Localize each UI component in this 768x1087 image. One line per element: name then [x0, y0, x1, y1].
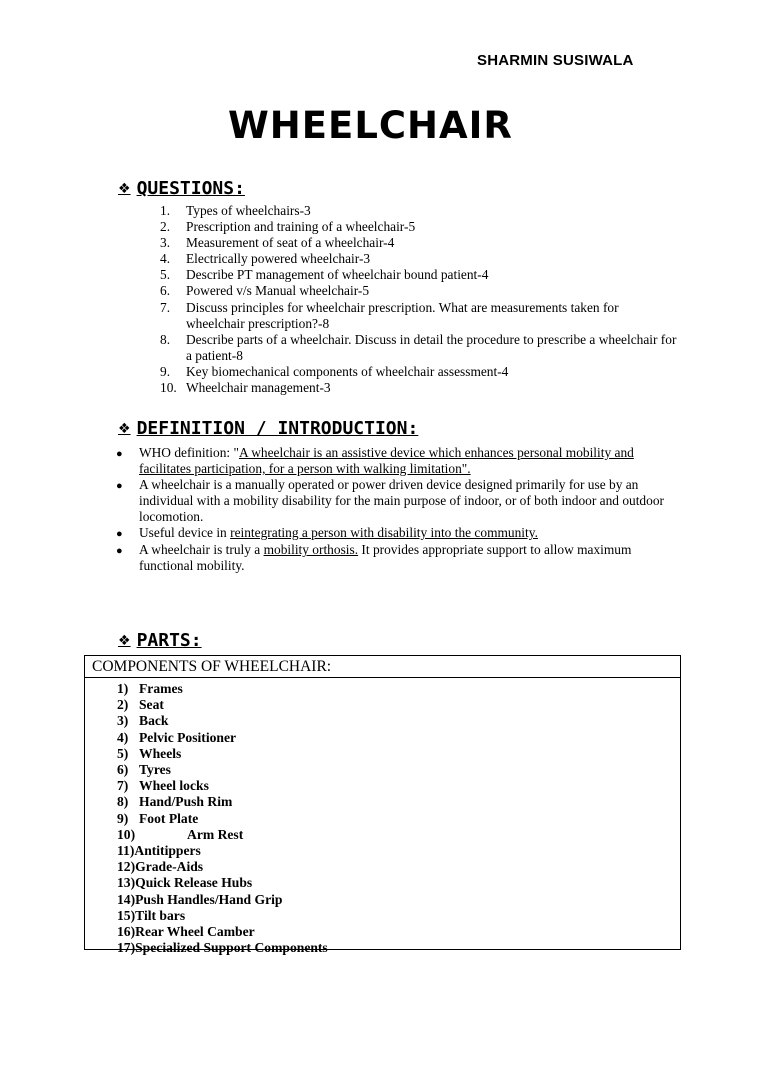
list-item-text: Key biomechanical components of wheelchair assessment-4: [186, 363, 509, 379]
list-item-text: Describe PT management of wheelchair bound patient-4: [186, 267, 489, 283]
list-item: [160, 203, 680, 219]
list-item: 12) Grade-Aids: [117, 859, 204, 875]
component-name: Wheel locks: [139, 778, 209, 794]
list-item: [160, 267, 680, 283]
list-item-number: 5.: [160, 267, 171, 283]
diamond-bullet-icon: ❖: [118, 632, 131, 649]
diamond-bullet-icon: ❖: [118, 420, 131, 437]
component-name: Foot Plate: [139, 810, 199, 826]
underlined-text: mobility orthosis.: [263, 542, 359, 557]
list-item: [160, 380, 680, 396]
diamond-bullet-icon: ❖: [118, 180, 131, 197]
list-item-number: 4.: [160, 251, 171, 267]
component-name: Hand/Push Rim: [139, 794, 233, 810]
list-item-text: Electrically powered wheelchair-3: [186, 251, 371, 267]
questions-heading-text: QUESTIONS:: [136, 178, 245, 199]
definition-list: [116, 445, 676, 574]
author-name: SHARMIN SUSIWALA: [477, 52, 634, 69]
list-item-number: 8.: [160, 331, 171, 347]
list-item: [160, 364, 680, 380]
list-item: 15) Tilt bars: [117, 907, 186, 923]
list-item-number: 6.: [160, 283, 171, 299]
list-item: 5) Wheels: [117, 745, 182, 761]
list-item-number: 9.: [160, 363, 171, 379]
list-item: 1) Frames: [117, 681, 183, 696]
components-table-header: COMPONENTS OF WHEELCHAIR:: [85, 656, 680, 678]
list-item-text: A wheelchair is a manually operated or power driven device designed primarily for use by an individual with a mobility disability for the main purpose of indoor, or of both indoor and outdoor locomotion.: [139, 477, 664, 524]
component-name: Arm Rest: [187, 826, 244, 842]
list-item: [160, 219, 680, 235]
list-item: 7) Wheel locks: [117, 778, 209, 794]
list-item: 10) Arm Rest: [117, 826, 244, 842]
component-name: Wheels: [139, 745, 182, 761]
list-item-number: 1.: [160, 203, 171, 218]
list-item: [160, 332, 680, 364]
component-name: Seat: [139, 697, 164, 713]
list-item: 17) Specialized Support Components: [117, 940, 328, 956]
list-item-text: Measurement of seat of a wheelchair-4: [186, 235, 395, 251]
list-item-number: 3.: [160, 235, 171, 251]
bullet-icon: ●: [116, 545, 123, 557]
list-item: 3) Back: [117, 713, 169, 729]
list-item-text: Useful device in reintegrating a person with disability into the community.: [139, 525, 538, 540]
list-item-text: Describe parts of a wheelchair. Discuss in detail the procedure to prescribe a wheelchair for a patient-8: [186, 331, 677, 363]
list-item: 13) Quick Release Hubs: [117, 875, 253, 891]
list-item: [160, 283, 680, 299]
list-item-text: WHO definition: "A wheelchair is an assistive device which enhances personal mobility and facilitates participation, for a person with walking limitation".: [139, 445, 634, 476]
list-item: 4) Pelvic Positioner: [117, 729, 237, 745]
list-item: [116, 542, 676, 574]
list-item-text: A wheelchair is truly a mobility orthosis. It provides appropriate support to allow maximum functional mobility.: [139, 542, 632, 573]
components-table: [84, 655, 681, 956]
list-item-number: 7.: [160, 299, 171, 315]
list-item: [116, 525, 676, 542]
component-name: Frames: [139, 681, 183, 696]
bullet-icon: ●: [116, 448, 123, 460]
list-item-text: Prescription and training of a wheelchair-5: [186, 219, 416, 235]
component-name: Rear Wheel Camber: [135, 924, 255, 940]
list-item-number: 2.: [160, 219, 171, 235]
questions-list: [160, 203, 680, 396]
list-item: 6) Tyres: [117, 762, 171, 778]
list-item-text: Powered v/s Manual wheelchair-5: [186, 283, 370, 299]
component-name: Antitippers: [134, 843, 201, 859]
questions-heading: [118, 178, 245, 199]
list-item-text: Types of wheelchairs-3: [186, 203, 311, 218]
list-item: 11) Antitippers: [117, 843, 201, 859]
definition-heading: [118, 418, 418, 439]
list-item-text: Wheelchair management-3: [186, 380, 331, 396]
list-item: [160, 300, 680, 332]
page-title: WHEELCHAIR: [228, 104, 513, 147]
component-name: Push Handles/Hand Grip: [135, 891, 283, 907]
list-item: 9) Foot Plate: [117, 810, 199, 826]
component-name: Pelvic Positioner: [139, 729, 237, 745]
component-name: Quick Release Hubs: [135, 875, 253, 891]
definition-heading-text: DEFINITION / INTRODUCTION:: [136, 418, 419, 439]
list-item: [116, 445, 676, 477]
list-item: [160, 235, 680, 251]
list-item: 16) Rear Wheel Camber: [117, 924, 255, 940]
list-item: 2) Seat: [117, 697, 164, 713]
components-list: [85, 678, 680, 956]
underlined-text: A wheelchair is an assistive device which enhances personal mobility and facilitates participation, for a person with walking limitation".: [139, 445, 634, 476]
bullet-icon: ●: [116, 480, 123, 492]
component-name: Back: [139, 713, 169, 729]
parts-heading-text: PARTS:: [136, 630, 202, 651]
bullet-icon: ●: [116, 528, 123, 540]
component-name: Specialized Support Components: [135, 940, 328, 956]
list-item: 8) Hand/Push Rim: [117, 794, 233, 810]
underlined-text: reintegrating a person with disability into the community.: [230, 525, 538, 540]
list-item: [160, 251, 680, 267]
component-name: Tilt bars: [135, 907, 186, 923]
list-item: [116, 477, 676, 525]
parts-heading: [118, 630, 202, 651]
list-item: 14) Push Handles/Hand Grip: [117, 891, 283, 907]
list-item-number: 10.: [160, 380, 177, 396]
component-name: Grade-Aids: [135, 859, 204, 875]
list-item-text: Discuss principles for wheelchair prescription. What are measurements taken for wheelchair prescription?-8: [186, 299, 619, 331]
component-name: Tyres: [139, 762, 171, 778]
